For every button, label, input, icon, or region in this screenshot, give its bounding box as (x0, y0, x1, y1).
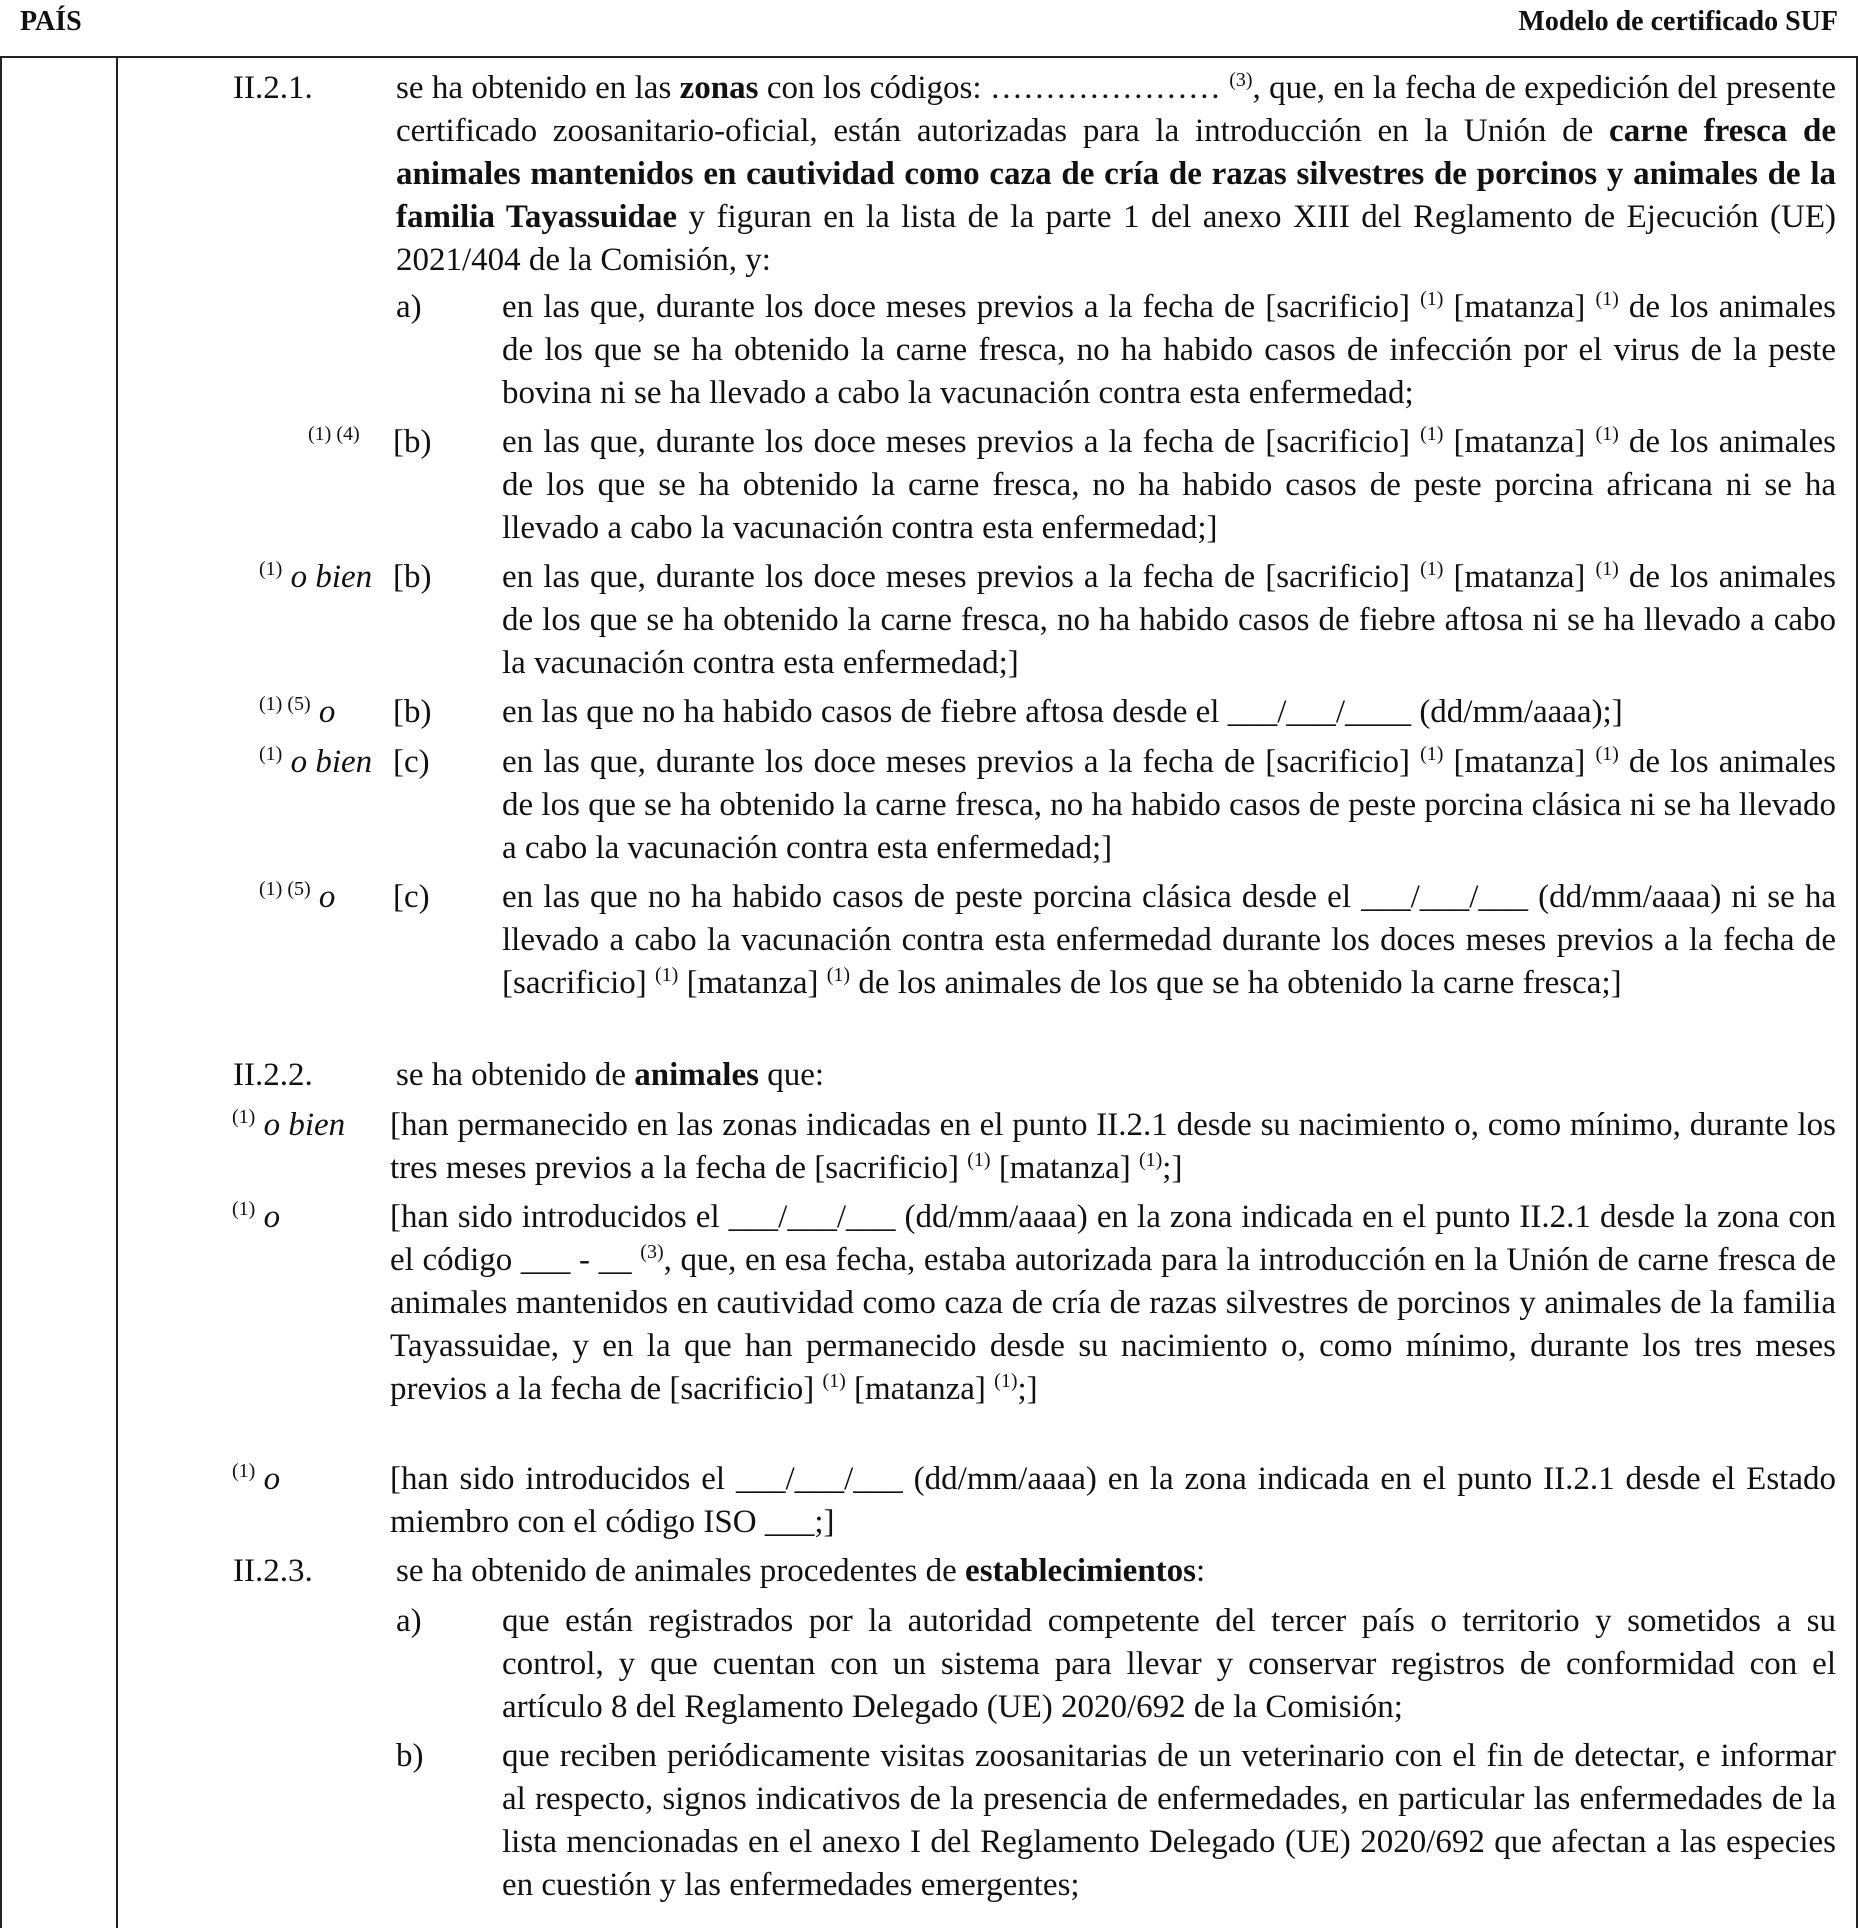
text-run: ;] (1162, 1150, 1183, 1186)
option-word: o (318, 879, 336, 915)
list-item (502, 691, 1836, 734)
option-marker (259, 876, 335, 919)
section-number: II.2.3. (233, 1553, 313, 1589)
footnote-ref: (1) (1420, 558, 1444, 580)
text-run: [matanza] (1443, 424, 1596, 460)
text-run: de los animales de los que se ha obtenido la carne fresca, no ha habido casos de infección por el virus de la peste bovina ni se ha llevado a cabo la vacunación contra esta enfermedad; (502, 289, 1836, 411)
text-run: [matanza] (1443, 559, 1596, 595)
footnote-ref: (1) (232, 1106, 256, 1128)
text-run: [han sido introducidos el ___/___/___ (dd/mm/aaaa) en la zona indicada en el punto II.2.1 desde el Estado miembro con el código ISO ___;] (390, 1461, 1836, 1540)
text-run: en las que no ha habido casos de fiebre aftosa desde el ___/___/____ (dd/mm/aaaa);] (502, 694, 1623, 730)
footnote-ref: (1) (259, 743, 283, 765)
footnote-ref: (1) (1595, 558, 1619, 580)
list-item (502, 741, 1836, 870)
item-label: a) (396, 289, 422, 325)
option-marker (232, 1104, 345, 1147)
footnote-ref: (1) (4) (308, 423, 360, 445)
footnote-ref: (1) (994, 1370, 1018, 1392)
footnote-ref: (1) (232, 1460, 256, 1482)
item-label: [b) (393, 694, 432, 730)
list-item (502, 286, 1836, 415)
list-item (502, 556, 1836, 685)
footnote-ref: (1) (655, 964, 679, 986)
header-model-title: Modelo de certificado SUF (1518, 6, 1838, 37)
text-run: se ha obtenido de (396, 1057, 635, 1093)
text-run: , que, en esa fecha, estaba autorizada para la introducción en la Unión de carne fresca de animales mantenidos en cautividad como caza de cría de razas silvestres de porcinos y animales de la familia Tayassuidae, y en la que han permanecido desde su nacimiento o, como mínimo, durante los tres meses previos a la fecha de [sacrificio] (390, 1242, 1837, 1407)
bold-term: carne fresca de animales mantenidos en cautividad como caza de cría de razas silvestres de porcinos y animales de la familia Tayassuidae (396, 113, 1836, 235)
footnote-ref: (1) (1420, 423, 1444, 445)
text-run: en las que, durante los doce meses previos a la fecha de [sacrificio] (502, 559, 1421, 595)
text-run: [matanza] (678, 965, 827, 1001)
frame-column-divider (116, 56, 118, 1928)
footnote-ref: (1) (1595, 288, 1619, 310)
list-item (390, 1196, 1836, 1411)
text-run: de los animales de los que se ha obtenido la carne fresca, no ha habido casos de peste porcina clásica ni se ha llevado a cabo la vacunación contra esta enfermedad;] (502, 744, 1836, 866)
text-run: se ha obtenido en las (396, 70, 680, 106)
text-run: de los animales de los que se ha obtenido la carne fresca, no ha habido casos de peste porcina africana ni se ha llevado a cabo la vacunación contra esta enfermedad;] (502, 424, 1836, 546)
text-run: en las que, durante los doce meses previos a la fecha de [sacrificio] (502, 424, 1421, 460)
text-run: con los códigos: ………………… (758, 70, 1230, 106)
text-run: de los animales de los que se ha obtenido la carne fresca;] (850, 965, 1622, 1001)
bold-term: establecimientos (965, 1553, 1196, 1589)
item-label: [c) (393, 879, 430, 915)
option-marker (232, 1458, 280, 1501)
option-word: o bien (290, 559, 373, 595)
section-number: II.2.1. (233, 70, 313, 106)
option-marker (259, 691, 335, 734)
text-run: se ha obtenido de animales procedentes de (396, 1553, 966, 1589)
footnote-ref: (1) (822, 1370, 846, 1392)
text-run: que: (758, 1057, 825, 1093)
footnote-ref: (1) (259, 558, 283, 580)
text-run: , que, en la fecha de expedición del presente certificado zoosanitario-oficial, están autorizadas para la introducción en la Unión de (396, 70, 1836, 149)
bold-term: animales (634, 1057, 759, 1093)
footnote-ref: (1) (826, 964, 851, 986)
list-item: que reciben periódicamente visitas zoosanitarias de un veterinario con el fin de detectar, e informar al respecto, signos indicativos de la presencia de enfermedades, en particular las enfermedades de la lista mencionadas en el anexo I del Reglamento Delegado (UE) 2020/692 que afectan a las especies en cuestión y las enfermedades emergentes; (502, 1738, 1836, 1903)
footnote-ref: (1) (1420, 288, 1444, 310)
header-country: PAÍS (20, 6, 82, 37)
footnote-ref: (1) (1595, 423, 1619, 445)
item-label: a) (396, 1603, 422, 1639)
list-item (390, 1104, 1836, 1190)
section-intro (396, 67, 1836, 282)
frame-left-border (0, 56, 2, 1928)
footnote-ref: (3) (1229, 69, 1253, 91)
section-intro (396, 1054, 1836, 1097)
text-run: [matanza] (1443, 289, 1596, 325)
page-header (0, 0, 1858, 58)
footnote-ref: (1) (1420, 743, 1444, 765)
text-run: en las que no ha habido casos de peste porcina clásica desde el ___/___/___ (dd/mm/aaaa) ni se ha llevado a cabo la vacunación contra esta enfermedad durante los doces meses previos a la fecha de [sacrificio] (502, 879, 1836, 1001)
footnote-ref: (1) (967, 1149, 991, 1171)
text-run: ;] (1017, 1371, 1038, 1407)
section-number: II.2.2. (233, 1057, 313, 1093)
footnote-ref: (1) (1138, 1149, 1163, 1171)
option-marker (232, 1196, 280, 1239)
list-item (502, 421, 1836, 550)
text-run: [matanza] (990, 1150, 1139, 1186)
option-marker (308, 421, 360, 464)
text-run: en las que, durante los doce meses previos a la fecha de [sacrificio] (502, 744, 1421, 780)
section-intro (396, 1550, 1836, 1593)
footnote-ref: (3) (640, 1241, 664, 1263)
text-run: [han permanecido en las zonas indicadas en el punto II.2.1 desde su nacimiento o, como mínimo, durante los tres meses previos a la fecha de [sacrificio] (390, 1107, 1836, 1186)
option-marker (259, 556, 372, 599)
text-run: en las que, durante los doce meses previos a la fecha de [sacrificio] (502, 289, 1421, 325)
item-label: [c) (393, 744, 430, 780)
text-run: : (1196, 1553, 1206, 1589)
text-run: [matanza] (845, 1371, 995, 1407)
option-marker (259, 741, 372, 784)
footnote-ref: (1) (5) (259, 693, 311, 715)
option-word: o bien (290, 744, 373, 780)
text-run: de los animales de los que se ha obtenido la carne fresca, no ha habido casos de fiebre aftosa ni se ha llevado a cabo la vacunación contra esta enfermedad;] (502, 559, 1836, 681)
option-word: o (263, 1199, 281, 1235)
item-label: [b) (393, 559, 432, 595)
item-label: [b) (393, 424, 432, 460)
option-word: o bien (263, 1107, 346, 1143)
list-item (390, 1458, 1836, 1544)
footnote-ref: (1) (1595, 743, 1619, 765)
bold-term: zonas (679, 70, 759, 106)
text-run: y figuran en la lista de la parte 1 del anexo XIII del Reglamento de Ejecución (UE) 2021/404 de la Comisión, y: (396, 199, 1837, 278)
item-label: b) (396, 1738, 424, 1774)
text-run: [han sido introducidos el ___/___/___ (dd/mm/aaaa) en la zona indicada en el punto II.2.1 desde la zona con el código ___ - __ (390, 1199, 1836, 1278)
text-run: [matanza] (1443, 744, 1596, 780)
list-item: que están registrados por la autoridad competente del tercer país o territorio y sometidos a su control, y que cuentan con un sistema para llevar y conservar registros de conformidad con el artículo 8 del Reglamento Delegado (UE) 2020/692 de la Comisión; (502, 1603, 1836, 1725)
footnote-ref: (1) (5) (259, 878, 311, 900)
list-item (502, 876, 1836, 1005)
option-word: o (263, 1461, 281, 1497)
footnote-ref: (1) (232, 1198, 256, 1220)
option-word: o (318, 694, 336, 730)
